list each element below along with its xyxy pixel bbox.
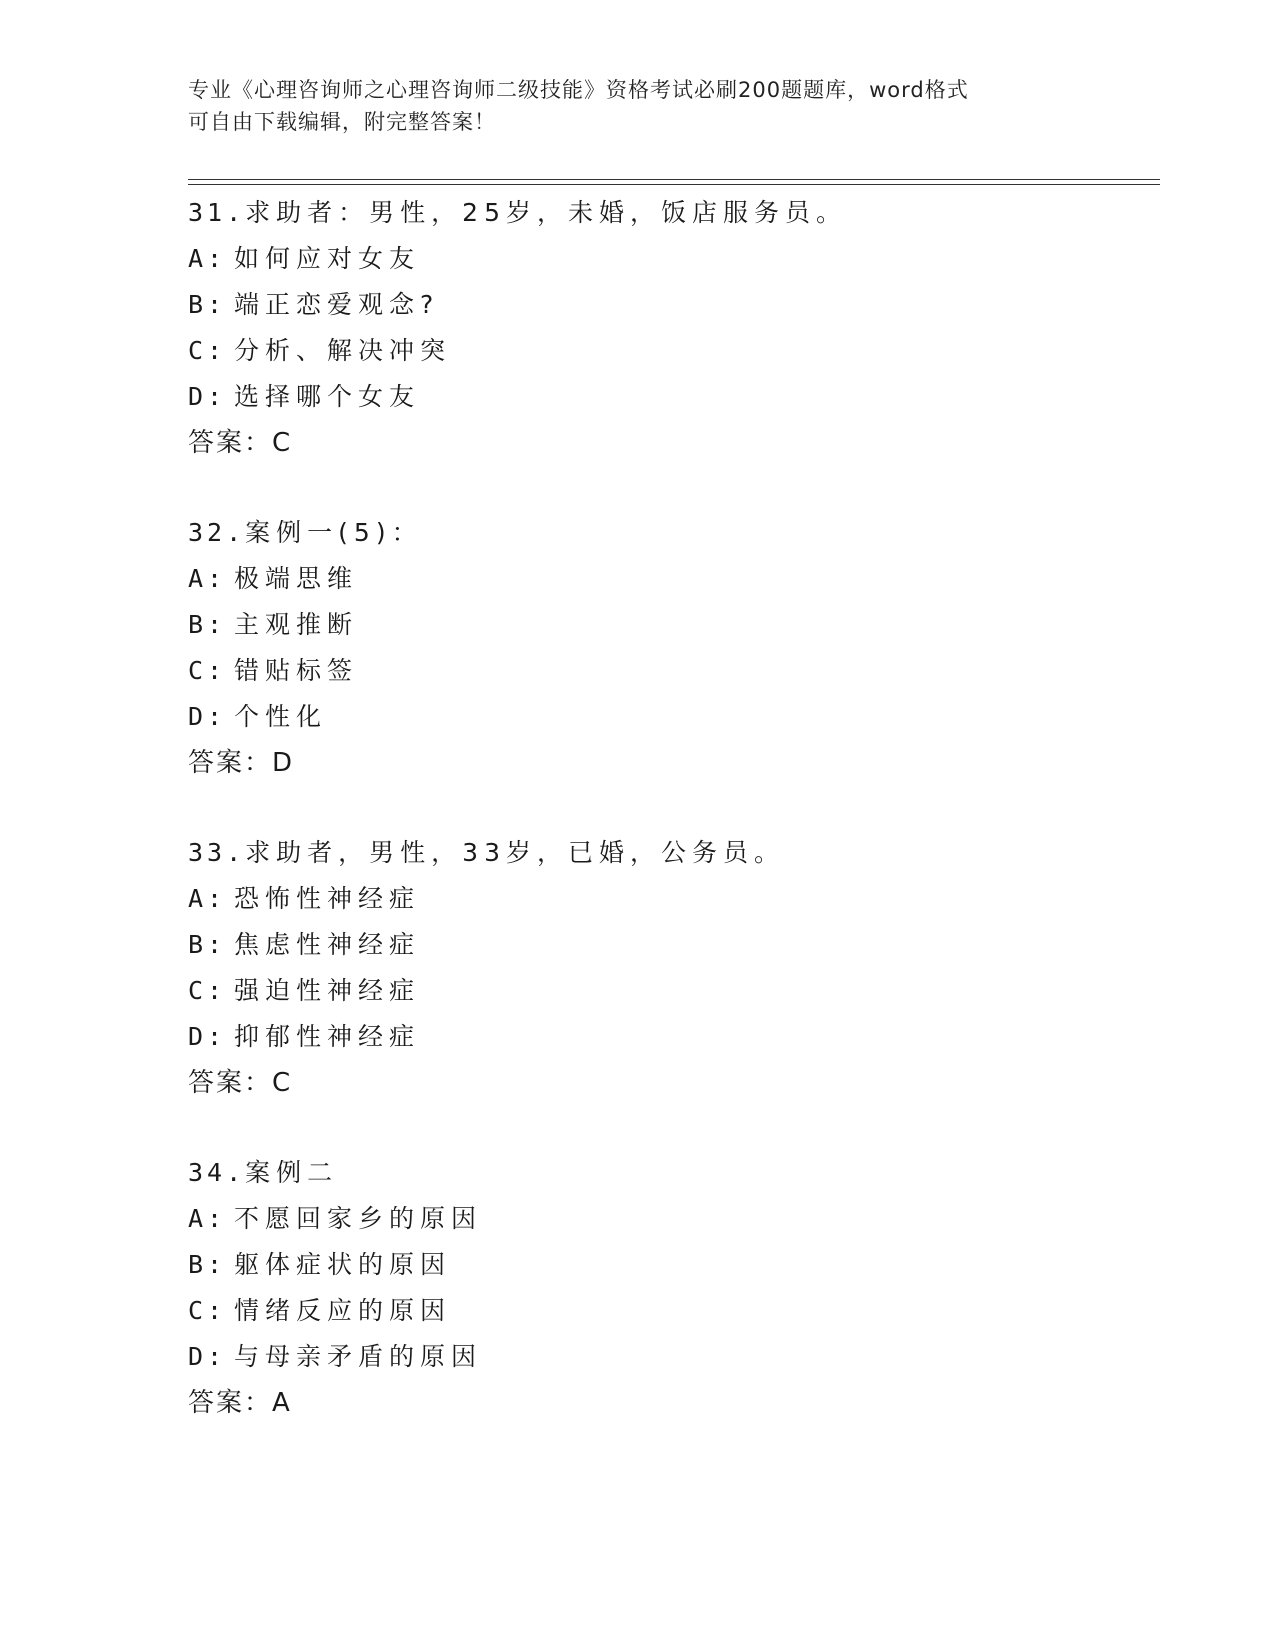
option-d [188, 1334, 1088, 1380]
option-text: 强迫性神经症 [234, 976, 421, 1005]
option-letter: B: [188, 290, 227, 319]
question-33 [188, 830, 1088, 1106]
option-text: 选择哪个女友 [234, 382, 421, 411]
question-31 [188, 190, 1088, 466]
question-stem [188, 830, 1088, 876]
option-text: 主观推断 [234, 610, 359, 639]
option-a [188, 876, 1088, 922]
question-text: 求助者：男性，25岁，未婚，饭店服务员。 [245, 198, 847, 227]
header-line-2: 可自由下载编辑，附完整答案！ [188, 110, 496, 134]
option-b [188, 922, 1088, 968]
document-header [188, 74, 1068, 138]
option-b [188, 1242, 1088, 1288]
header-divider-bottom [188, 184, 1160, 185]
answer-line: 答案：A [188, 1388, 292, 1418]
option-text: 如何应对女友 [234, 244, 421, 273]
option-letter: C: [188, 656, 227, 685]
option-text: 不愿回家乡的原因 [234, 1204, 483, 1233]
option-letter: A: [188, 244, 227, 273]
question-stem [188, 1150, 1088, 1196]
option-letter: D: [188, 382, 227, 411]
option-text: 端正恋爱观念? [234, 290, 440, 319]
option-c [188, 968, 1088, 1014]
option-text: 分析、解决冲突 [234, 336, 452, 365]
option-a [188, 556, 1088, 602]
option-letter: B: [188, 610, 227, 639]
option-c [188, 328, 1088, 374]
option-letter: D: [188, 702, 227, 731]
header-divider-top [188, 179, 1160, 180]
question-number: 32. [188, 518, 246, 547]
question-stem [188, 190, 1088, 236]
option-letter: A: [188, 564, 227, 593]
question-number: 34. [188, 1158, 246, 1187]
option-a [188, 1196, 1088, 1242]
option-letter: B: [188, 930, 227, 959]
question-text: 案例二 [245, 1158, 339, 1187]
option-letter: A: [188, 1204, 227, 1233]
option-d [188, 374, 1088, 420]
option-text: 个性化 [234, 702, 328, 731]
option-letter: A: [188, 884, 227, 913]
answer-line: 答案：C [188, 1068, 293, 1098]
header-line-1: 专业《心理咨询师之心理咨询师二级技能》资格考试必刷200题题库，word格式 [188, 78, 969, 102]
option-text: 错贴标签 [234, 656, 359, 685]
option-text: 情绪反应的原因 [234, 1296, 452, 1325]
option-b [188, 282, 1088, 328]
option-letter: C: [188, 336, 227, 365]
question-number: 33. [188, 838, 246, 867]
option-b [188, 602, 1088, 648]
question-text: 案例一(5)： [245, 518, 423, 547]
option-d [188, 694, 1088, 740]
question-stem [188, 510, 1088, 556]
question-number: 31. [188, 198, 246, 227]
question-text: 求助者，男性，33岁，已婚，公务员。 [245, 838, 785, 867]
option-text: 恐怖性神经症 [234, 884, 421, 913]
option-text: 躯体症状的原因 [234, 1250, 452, 1279]
option-letter: C: [188, 976, 227, 1005]
answer-line: 答案：C [188, 428, 293, 458]
option-text: 焦虑性神经症 [234, 930, 421, 959]
option-c [188, 1288, 1088, 1334]
question-32 [188, 510, 1088, 786]
option-text: 与母亲矛盾的原因 [234, 1342, 483, 1371]
question-34 [188, 1150, 1088, 1426]
option-c [188, 648, 1088, 694]
option-letter: D: [188, 1342, 227, 1371]
option-d [188, 1014, 1088, 1060]
option-letter: B: [188, 1250, 227, 1279]
option-a [188, 236, 1088, 282]
option-text: 极端思维 [234, 564, 359, 593]
option-letter: C: [188, 1296, 227, 1325]
option-letter: D: [188, 1022, 227, 1051]
answer-line: 答案：D [188, 748, 295, 778]
option-text: 抑郁性神经症 [234, 1022, 421, 1051]
